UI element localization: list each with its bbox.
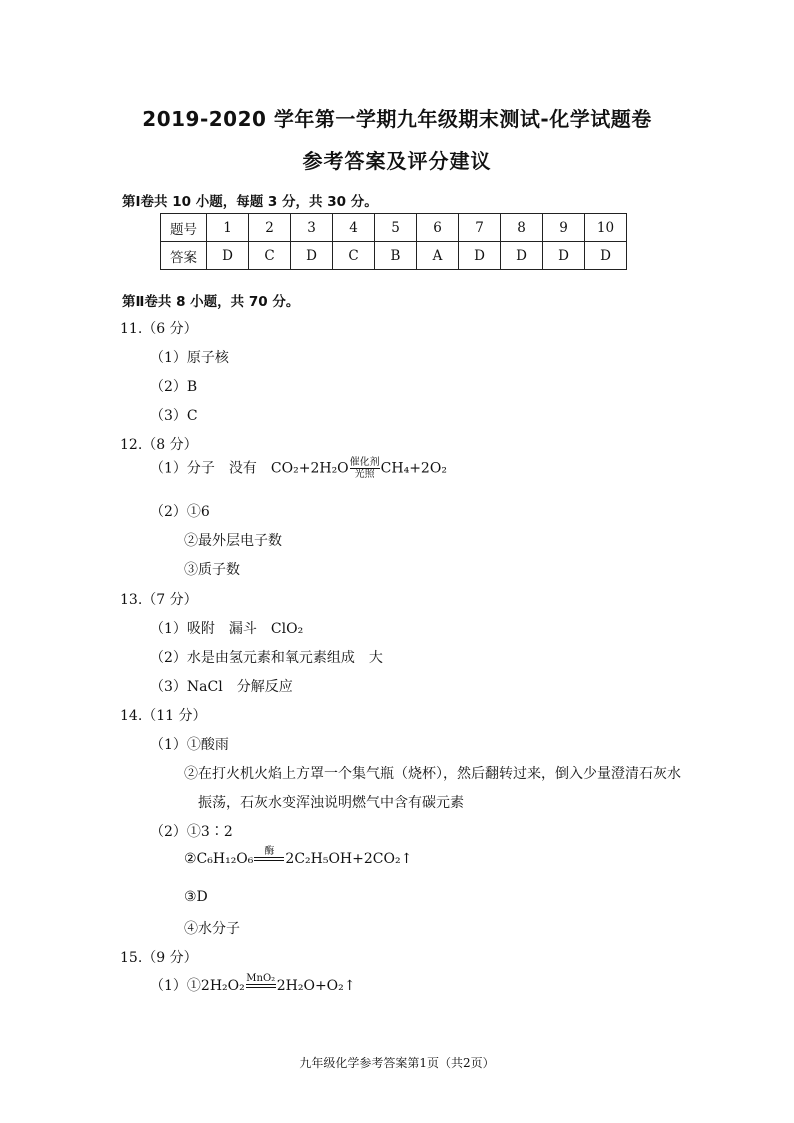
answer-13-1: （1）吸附 漏斗 ClO₂: [150, 621, 304, 637]
condition-catalyst: 催化剂: [349, 457, 380, 468]
answer-table: [160, 213, 627, 270]
equation-products: CH₄+2O₂: [380, 460, 447, 477]
answer-12-1-text: （1）分子 没有: [150, 460, 271, 477]
reaction-condition: [350, 457, 380, 480]
table-cell-number: 6: [417, 214, 459, 242]
table-cell-answer: C: [249, 242, 291, 270]
table-cell-answer: D: [543, 242, 585, 270]
question-15-heading: 15.（9 分）: [120, 950, 198, 966]
table-cell-answer: D: [291, 242, 333, 270]
equation-reactants: CO₂+2H₂O: [270, 460, 349, 477]
answer-14-2b: [184, 846, 412, 872]
equation-reactant: ②C₆H₁₂O₆: [184, 851, 254, 867]
page-title: 2019-2020 学年第一学期九年级期末测试-化学试题卷: [142, 107, 652, 131]
question-12-heading: 12.（8 分）: [120, 437, 198, 453]
reaction-equals: [254, 857, 284, 861]
table-cell-number: 7: [459, 214, 501, 242]
reaction-condition: [254, 846, 284, 872]
table-cell-number: 9: [543, 214, 585, 242]
answer-14-1b-line2: 振荡，石灰水变浑浊说明燃气中含有碳元素: [198, 795, 464, 811]
answer-14-2c: ③D: [184, 889, 208, 905]
table-cell-number: 5: [375, 214, 417, 242]
page-footer: 九年级化学参考答案第1页（共2页）: [299, 1056, 495, 1070]
answer-13-3: （3）NaCl 分解反应: [150, 679, 293, 695]
table-cell-number: 3: [291, 214, 333, 242]
table-cell-number: 4: [333, 214, 375, 242]
section-2-heading: 第Ⅱ卷共 8 小题，共 70 分。: [122, 294, 300, 310]
table-row-answers: [161, 242, 627, 270]
question-13-heading: 13.（7 分）: [120, 592, 198, 608]
answer-11-1: （1）原子核: [150, 350, 229, 366]
answer-13-2: （2）水是由氢元素和氧元素组成 大: [150, 650, 383, 666]
table-cell-answer: B: [375, 242, 417, 270]
answer-12-1: [150, 457, 447, 480]
question-11-heading: 11.（6 分）: [120, 321, 198, 337]
section-1-heading: 第Ⅰ卷共 10 小题，每题 3 分，共 30 分。: [122, 194, 378, 210]
table-cell-number: 1: [207, 214, 249, 242]
table-row-numbers: [161, 214, 627, 242]
table-cell-number: 10: [585, 214, 627, 242]
table-answer-label: 答案: [161, 242, 207, 270]
page-subtitle: 参考答案及评分建议: [302, 149, 492, 173]
answer-12-2: （2）①6: [150, 504, 210, 520]
equation-reactant: （1）①2H₂O₂: [150, 978, 245, 994]
answer-14-1: （1）①酸雨: [150, 737, 229, 753]
equation-products: 2C₂H₅OH+2CO₂↑: [285, 851, 413, 867]
answer-12-2b: ②最外层电子数: [184, 533, 282, 549]
condition-enzyme: 酶: [264, 846, 275, 857]
answer-14-1b-line1: ②在打火机火焰上方罩一个集气瓶（烧杯），然后翻转过来，倒入少量澄清石灰水: [184, 766, 681, 782]
answer-12-2c: ③质子数: [184, 562, 240, 578]
table-cell-answer: A: [417, 242, 459, 270]
table-cell-answer: D: [207, 242, 249, 270]
condition-catalyst: MnO₂: [246, 973, 276, 984]
table-header-label: 题号: [161, 214, 207, 242]
answer-14-2: （2）①3∶2: [150, 824, 233, 840]
answer-14-2d: ④水分子: [184, 921, 240, 937]
answer-15-1: [150, 973, 356, 999]
table-cell-number: 2: [249, 214, 291, 242]
table-cell-answer: D: [501, 242, 543, 270]
reaction-condition: [246, 973, 276, 999]
table-cell-answer: D: [585, 242, 627, 270]
table-cell-number: 8: [501, 214, 543, 242]
answer-11-2: （2）B: [150, 379, 198, 395]
question-14-heading: 14.（11 分）: [120, 708, 207, 724]
table-cell-answer: C: [333, 242, 375, 270]
table-cell-answer: D: [459, 242, 501, 270]
reaction-equals: [246, 984, 276, 988]
condition-light: 光照: [354, 469, 375, 480]
answer-11-3: （3）C: [150, 408, 198, 424]
equation-products: 2H₂O+O₂↑: [276, 978, 356, 994]
